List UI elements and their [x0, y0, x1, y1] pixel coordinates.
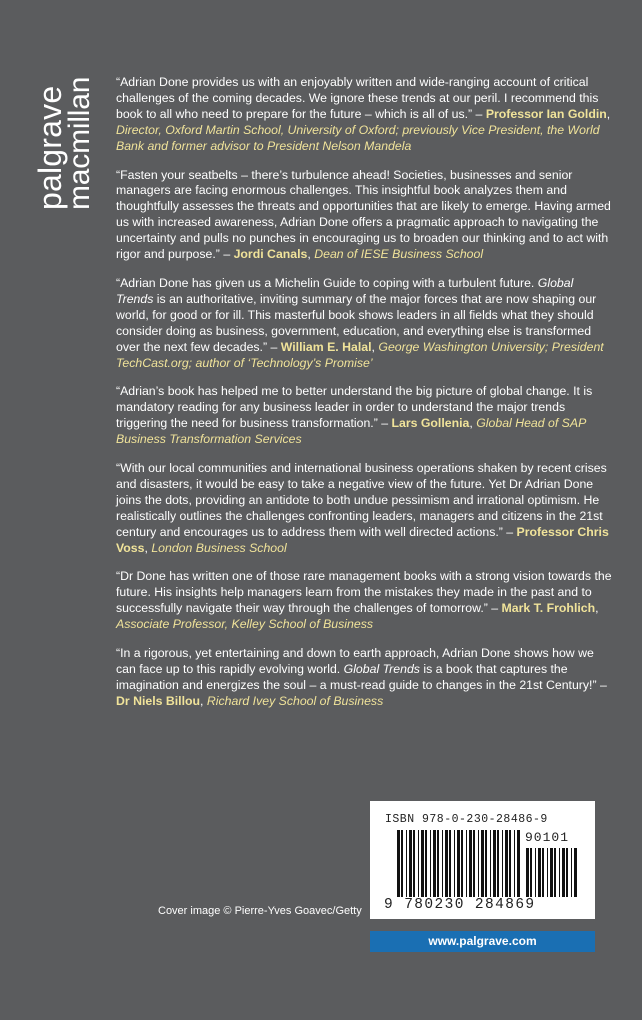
barcode-bar [542, 848, 544, 897]
barcode-bar [454, 830, 455, 897]
quote-text: , [307, 247, 315, 262]
quote-text: , [595, 601, 599, 616]
logo-word-macmillan: macmillan [63, 76, 96, 210]
endorsement-quotes [116, 75, 614, 723]
publisher-logo [34, 70, 96, 210]
barcode-bar [437, 830, 439, 897]
endorser-name: Professor Chris Voss [116, 524, 609, 555]
endorsement-quote [116, 276, 614, 371]
barcode-bar [409, 830, 412, 897]
barcode-bar [559, 848, 560, 897]
barcode-bar [497, 830, 499, 897]
barcode-bar [449, 830, 451, 897]
endorser-affiliation: London Business School [151, 540, 287, 555]
barcode-bar [473, 830, 475, 897]
barcode-bar [397, 830, 400, 897]
barcode-bar [481, 830, 484, 897]
barcode-bar [502, 830, 503, 897]
barcode-bar [517, 830, 520, 897]
endorser-affiliation: Richard Ivey School of Business [206, 693, 384, 708]
endorsement-quote [116, 384, 614, 448]
quote-text: “Adrian Done provides us with an enjoyably written and wide-ranging account of critical challenges of the coming decades. We ignore these trends at our peril. I recommend this book to all who need to prepare for the future – which is all of us.” – [116, 75, 599, 121]
quote-text: “Dr Done has written one of those rare management books with a strong vision towards the future. His insights help managers learn from the mistakes they made in the past and to successfully navigate their way through the challenges of tomorrow.” – [116, 569, 612, 616]
barcode-bar [562, 848, 565, 897]
quote-text: , [144, 540, 152, 555]
endorser-affiliation: George Washington University; President TechCast.org; author of ‘Technology’s Promise’ [116, 339, 604, 370]
barcode-bar [550, 848, 553, 897]
quote-text: “Adrian’s book has helped me to better understand the big picture of global change. It is mandatory reading for any business leader in order to understand the major trends triggering the need for business transformation.” – [116, 384, 593, 431]
endorser-affiliation: Associate Professor, Kelley School of Business [116, 617, 373, 632]
endorsement-quote [116, 168, 614, 263]
barcode-bar [421, 830, 424, 897]
barcode-bar [571, 848, 572, 897]
barcode-bar [425, 830, 427, 897]
quote-text: , [200, 693, 207, 708]
endorser-name: William E. Halal [280, 339, 372, 354]
endorsement-quote [116, 646, 614, 710]
quote-text: “With our local communities and international business operations shaken by recent crises and disasters, it would be easy to take a negative view of the future. Yet Dr Adrian Done joins the dots, providing an antidote to both undue pessimism and irrational optimism. He realistically outlines the challenges confronting leaders, managers and citizens in the 21st century and encourages us to address them with well directed actions.” – [116, 461, 607, 539]
quote-text: “Adrian Done has given us a Michelin Guide to coping with a turbulent future. [116, 275, 538, 290]
endorsement-quote [116, 75, 614, 155]
barcode-bar [418, 830, 419, 897]
website-link[interactable]: www.palgrave.com [370, 931, 595, 952]
cover-image-credit: Cover image © Pierre-Yves Goavec/Getty [158, 905, 362, 917]
quote-text: , [371, 339, 379, 354]
barcode-bar [514, 830, 515, 897]
barcode-bar [401, 830, 403, 897]
barcode-bar [526, 848, 529, 897]
endorser-affiliation: Director, Oxford Martin School, University of Oxford; previously Vice President, the World Bank and former advisor to President Nelson Mandela [116, 122, 600, 153]
endorser-name: Mark T. Frohlich [501, 601, 596, 616]
barcode-bar [445, 830, 448, 897]
barcode-bar [554, 848, 556, 897]
ean-digits: 9 780230 284869 [384, 897, 536, 913]
barcode-bar [547, 848, 548, 897]
quote-text: is an authoritative, inviting summary of the major forces that are now shaping our world, for good or for ill. This masterful book shows leaders in all fields what they should consider doing as business, government, education, and everything else is transformed over the next few decades.” – [116, 291, 597, 354]
barcode-bar [574, 848, 577, 897]
barcode-bar [430, 830, 431, 897]
barcode-bar [406, 830, 407, 897]
quote-text: , [606, 106, 611, 121]
endorser-affiliation: Global Head of SAP Business Transformation Services [116, 416, 586, 447]
barcode-bar [530, 848, 532, 897]
endorser-name: Jordi Canals [233, 247, 308, 262]
barcode-bar [485, 830, 487, 897]
barcode-bar [433, 830, 436, 897]
isbn-text: ISBN 978-0-230-28486-9 [385, 813, 548, 826]
price-code: 90101 [525, 830, 570, 845]
logo-word-palgrave: palgrave [32, 85, 68, 210]
barcode-bar [466, 830, 467, 897]
barcode-bar [509, 830, 511, 897]
isbn-barcode-box [370, 801, 595, 919]
barcode-bar [538, 848, 541, 897]
barcode-bar [490, 830, 491, 897]
barcode-bar [566, 848, 568, 897]
quote-text: “Fasten your seatbelts – there’s turbulence ahead! Societies, businesses and senior managers are facing enormous challenges. This insightful book analyzes them and thoughtfully assesses the threats and opportunities that are likely to emerge. Having armed us with increased awareness, Adrian Done offers a pragmatic approach to navigating the uncertainty and pulls no punches in encouraging us to broaden our thinking and to act with rigor and purpose.” – [116, 167, 611, 262]
endorsement-quote [116, 569, 614, 633]
barcode-bar [457, 830, 460, 897]
barcode-bar [505, 830, 508, 897]
barcode-bar [478, 830, 479, 897]
barcode-bar [469, 830, 472, 897]
barcode-bar [493, 830, 496, 897]
endorser-name: Lars Gollenia [391, 416, 470, 431]
endorser-name: Professor Ian Goldin [485, 106, 607, 121]
book-title: Global Trends [343, 662, 420, 676]
endorser-affiliation: Dean of IESE Business School [314, 247, 484, 262]
endorser-name: Dr Niels Billou [116, 693, 201, 708]
quote-text: , [469, 416, 477, 431]
barcode-bar [413, 830, 415, 897]
barcode-bar [461, 830, 463, 897]
barcode-bar [442, 830, 443, 897]
barcode-bar [535, 848, 536, 897]
endorsement-quote [116, 461, 614, 556]
quote-text: is a book that captures the imagination and energizes the soul – a must-read guide to changes in the 21st Century!” – [116, 662, 607, 692]
quote-text: “In a rigorous, yet entertaining and down to earth approach, Adrian Done shows how we can face up to this rapidly evolving world. [116, 646, 594, 676]
book-title: Global Trends [116, 275, 574, 306]
